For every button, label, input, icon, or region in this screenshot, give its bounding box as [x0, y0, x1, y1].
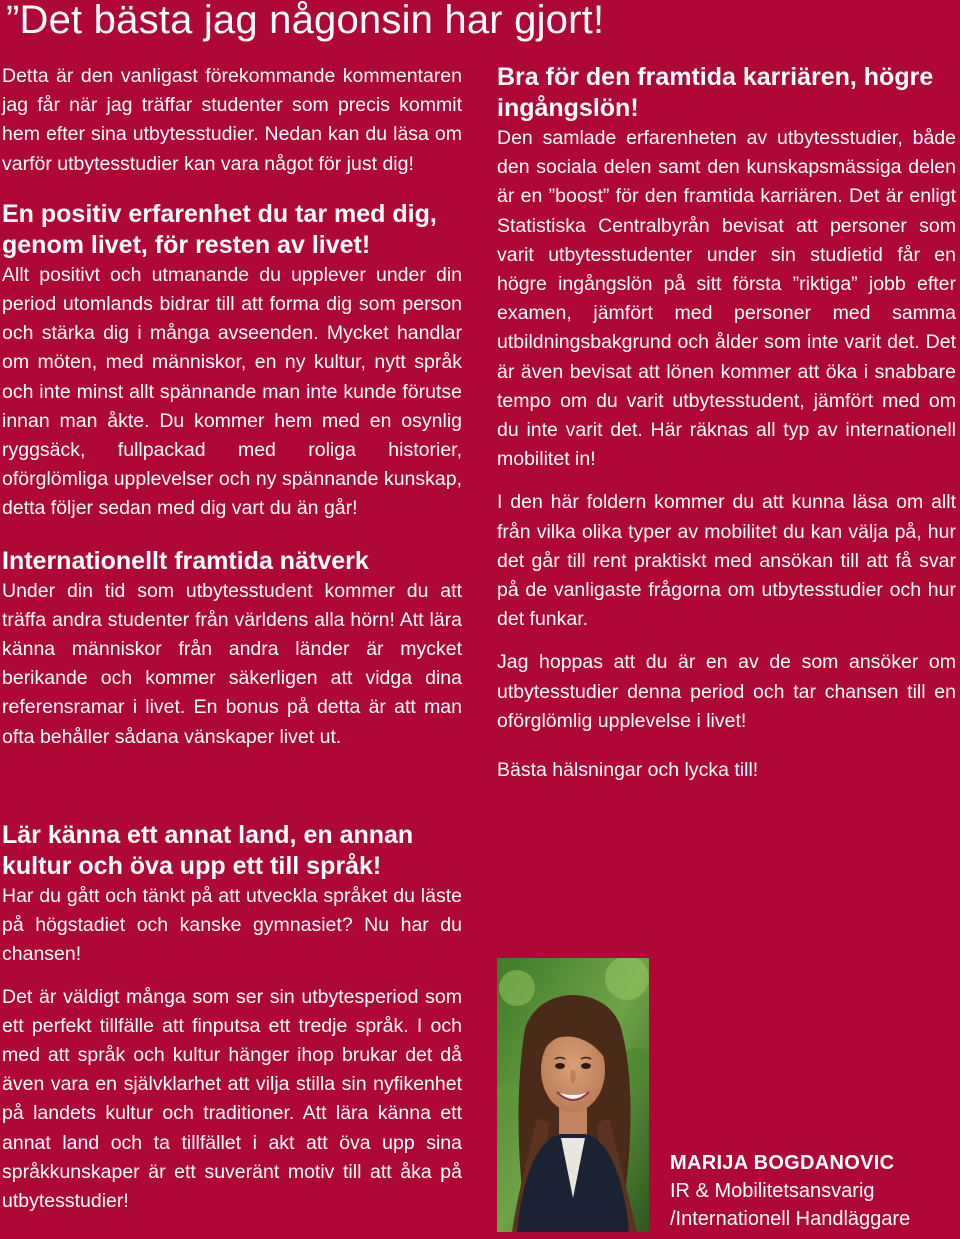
portrait-photo [497, 958, 649, 1232]
closing-line: Bästa hälsningar och lycka till! [497, 759, 759, 782]
section-heading-positive-experience: En positiv erfarenhet du tar med dig, genom livet, för resten av livet! [2, 199, 437, 259]
page-title: ”Det bästa jag någonsin har gjort! [6, 0, 605, 42]
left-column-bottom [2, 820, 462, 1216]
signature-block [670, 1149, 910, 1233]
signature-role-1: IR & Mobilitetsansvarig [670, 1180, 875, 1202]
intro-paragraph: Detta är den vanligast förekommande kommentaren jag får när jag träffar studenter som precis kommit hem efter sina utbytesstudier. Nedan kan du läsa om varför utbytesstudier kan vara något för just dig! [2, 65, 462, 175]
hope-paragraph: Jag hoppas att du är en av de som ansöker om utbytesstudier denna period och tar chansen till en oförglömlig upplevelse i livet! [497, 651, 956, 732]
section-body-positive-experience: Allt positivt och utmanande du upplever under din period utomlands bidrar till att forma dig som person och stärka dig i många avseenden. Mycket handlar om möten, med människor, en ny kultur, nytt språk och inte minst allt spännande man inte kunde förutse innan man åkte. Du kommer hem med en osynlig ryggsäck, fullpackad med roliga historier, oförglömliga upplevelser och ny spännande kunskap, detta följer sedan med dig vart du än går! [2, 263, 462, 520]
section-body-language-2: Det är väldigt många som ser sin utbytesperiod som ett perfekt tillfälle att finputsa ett tredje språk. I och med att språk och kultur hänger ihop brukar det då även vara en självklarhet att vilja stilla sin nyfikenhet på landets kultur och traditioner. Att lära känna ett annat land och ta tillfället i akt att öva upp sina språkkunskaper är ett suveränt motiv till att åka på utbytesstudier! [2, 985, 462, 1213]
right-column [497, 62, 956, 785]
left-column-top [2, 62, 462, 752]
section-body-career: Den samlade erfarenheten av utbytesstudier, både den sociala delen samt den kunskapsmässiga delen är en ”boost” för den framtida karriären. Det är enligt Statistiska Centralbyrån bevisat att personer som varit utbytesstudenter under sin studietid får en högre ingångslön på sitt första ”riktiga” jobb efter examen, jämfört med personer med samma utbildningsbakgrund och ålder som inte varit det. Det är även bevisat att lönen kommer att öka i snabbare tempo om du varit utbytesstudent, jämfört med om du inte varit det. Här räknas all typ av internationell mobilitet in! [497, 127, 956, 471]
section-heading-network: Internationellt framtida nätverk [2, 546, 369, 575]
signature-role-2: /Internationell Handläggare [670, 1208, 911, 1230]
section-heading-language: Lär känna ett annat land, en annan kultur och öva upp ett till språk! [2, 821, 414, 880]
section-heading-career: Bra för den framtida karriären, högre ingångslön! [497, 63, 934, 122]
portrait-image [497, 958, 649, 1232]
section-body-network: Under din tid som utbytesstudent kommer du att träffa andra studenter från världens alla hörn! Att lära känna människor från andra länder är mycket berikande och kommer säkerligen att vidga dina referensramar i livet. En bonus på detta är att man ofta behåller sådana vänskaper livet ut. [2, 579, 462, 748]
folder-paragraph: I den här foldern kommer du att kunna läsa om allt från vilka olika typer av mobilitet du kan välja på, hur det går till rent praktiskt med ansökan till att få svar på de vanligaste frågorna om utbytesstudier och hur det funkar. [497, 491, 956, 631]
section-body-language-1: Har du gått och tänkt på att utveckla språket du läste på högstadiet och kanske gymnasiet? Nu har du chansen! [2, 885, 462, 966]
signature-name: MARIJA BOGDANOVIC [670, 1152, 895, 1174]
